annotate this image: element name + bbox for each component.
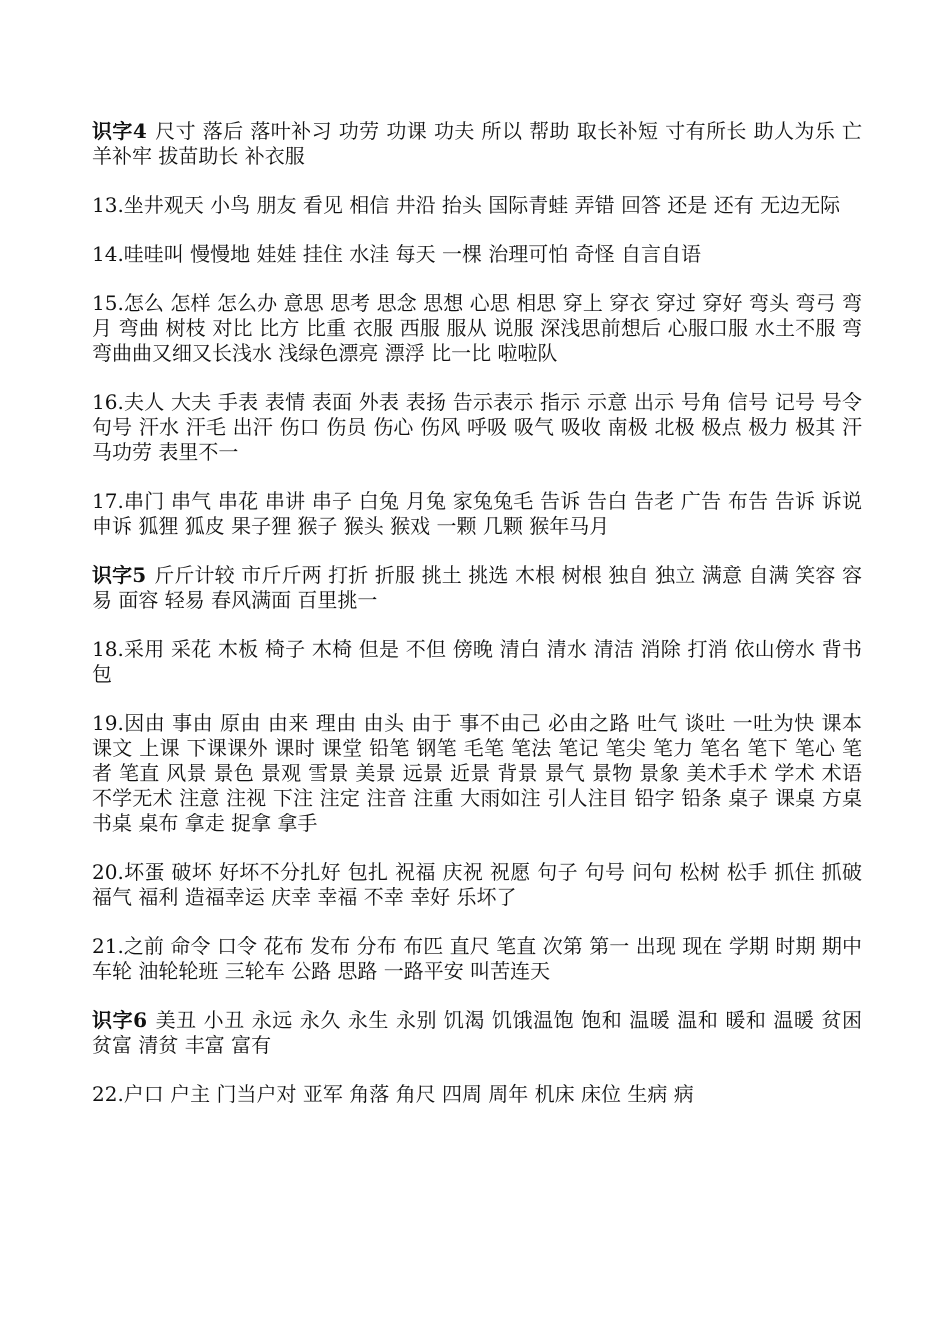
- vocabulary-paragraph: [92, 637, 862, 687]
- paragraph-text: 20.坏蛋 破坏 好坏不分扎好 包扎 祝福 庆祝 祝愿 句子 句号 问句 松树 松手 抓住 抓破 福气 福利 造福幸运 庆幸 幸福 不幸 幸好 乐坏了: [92, 860, 862, 909]
- paragraph-text: 15.怎么 怎样 怎么办 意思 思考 思念 思想 心思 相思 穿上 穿衣 穿过 穿好 弯头 弯弓 弯月 弯曲 树枝 对比 比方 比重 衣服 西服 服从 说服 深浅思前想后 心服口服 水土不服 弯弯曲曲又细又长浅水 浅绿色漂亮 漂浮 比一比 啦啦队: [92, 291, 862, 365]
- vocabulary-paragraph: [92, 390, 862, 465]
- vocabulary-paragraph: [92, 711, 862, 836]
- paragraph-text: 16.夫人 大夫 手表 表情 表面 外表 表扬 告示表示 指示 示意 出示 号角 信号 记号 号令 句号 汗水 汗毛 出汗 伤口 伤员 伤心 伤风 呼吸 吸气 吸收 南极 北极 极点 极力 极其 汗马功劳 表里不一: [92, 390, 862, 464]
- paragraph-text: 21.之前 命令 口令 花布 发布 分布 布匹 直尺 笔直 次第 第一 出现 现在 学期 时期 期中 车轮 油轮轮班 三轮车 公路 思路 一路平安 叫苦连天: [92, 934, 862, 983]
- paragraph-text: 22.户口 户主 门当户对 亚军 角落 角尺 四周 周年 机床 床位 生病 病: [92, 1082, 694, 1106]
- vocabulary-paragraph: [92, 119, 862, 169]
- vocabulary-paragraph: [92, 193, 862, 218]
- section-label: 识字5: [92, 563, 147, 587]
- paragraph-text: 18.采用 采花 木板 椅子 木椅 但是 不但 傍晚 清白 清水 清洁 消除 打消 依山傍水 背书包: [92, 637, 862, 686]
- section-label: 识字6: [92, 1008, 148, 1032]
- section-label: 识字4: [92, 119, 147, 143]
- vocabulary-paragraph: [92, 291, 862, 366]
- vocabulary-paragraph: [92, 1008, 862, 1058]
- paragraph-text: 13.坐井观天 小鸟 朋友 看见 相信 井沿 抬头 国际青蛙 弄错 回答 还是 还有 无边无际: [92, 193, 841, 217]
- paragraph-text: 14.哇哇叫 慢慢地 娃娃 挂住 水洼 每天 一棵 治理可怕 奇怪 自言自语: [92, 242, 702, 266]
- vocabulary-paragraph: [92, 860, 862, 910]
- document-page: [92, 119, 862, 1131]
- paragraph-text: 尺寸 落后 落叶补习 功劳 功课 功夫 所以 帮助 取长补短 寸有所长 助人为乐 亡羊补牢 拔苗助长 补衣服: [92, 119, 862, 168]
- paragraph-text: 19.因由 事由 原由 由来 理由 由头 由于 事不由己 必由之路 吐气 谈吐 一吐为快 课本 课文 上课 下课课外 课时 课堂 铅笔 钢笔 毛笔 笔法 笔记 笔尖 笔力 笔名 笔下 笔心 笔者 笔直 风景 景色 景观 雪景 美景 远景 近景 背景 景气 景物 景象 美术手术 学术 术语 不学无术 注意 注视 下注 注定 注音 注重 大雨如注 引人注目 铅字 铅条 桌子 课桌 方桌 书桌 桌布 拿走 捉拿 拿手: [92, 711, 862, 835]
- vocabulary-paragraph: [92, 489, 862, 539]
- vocabulary-paragraph: [92, 242, 862, 267]
- paragraph-text: 17.串门 串气 串花 串讲 串子 白兔 月兔 家兔兔毛 告诉 告白 告老 广告 布告 告诉 诉说 申诉 狐狸 狐皮 果子狸 猴子 猴头 猴戏 一颗 几颗 猴年马月: [92, 489, 862, 538]
- paragraph-text: 美丑 小丑 永远 永久 永生 永别 饥渴 饥饿温饱 饱和 温暖 温和 暖和 温暖 贫困 贫富 清贫 丰富 富有: [92, 1008, 862, 1057]
- vocabulary-paragraph: [92, 1082, 862, 1107]
- vocabulary-paragraph: [92, 563, 862, 613]
- paragraph-text: 斤斤计较 市斤斤两 打折 折服 挑土 挑选 木根 树根 独自 独立 满意 自满 笑容 容易 面容 轻易 春风满面 百里挑一: [92, 563, 862, 612]
- vocabulary-paragraph: [92, 934, 862, 984]
